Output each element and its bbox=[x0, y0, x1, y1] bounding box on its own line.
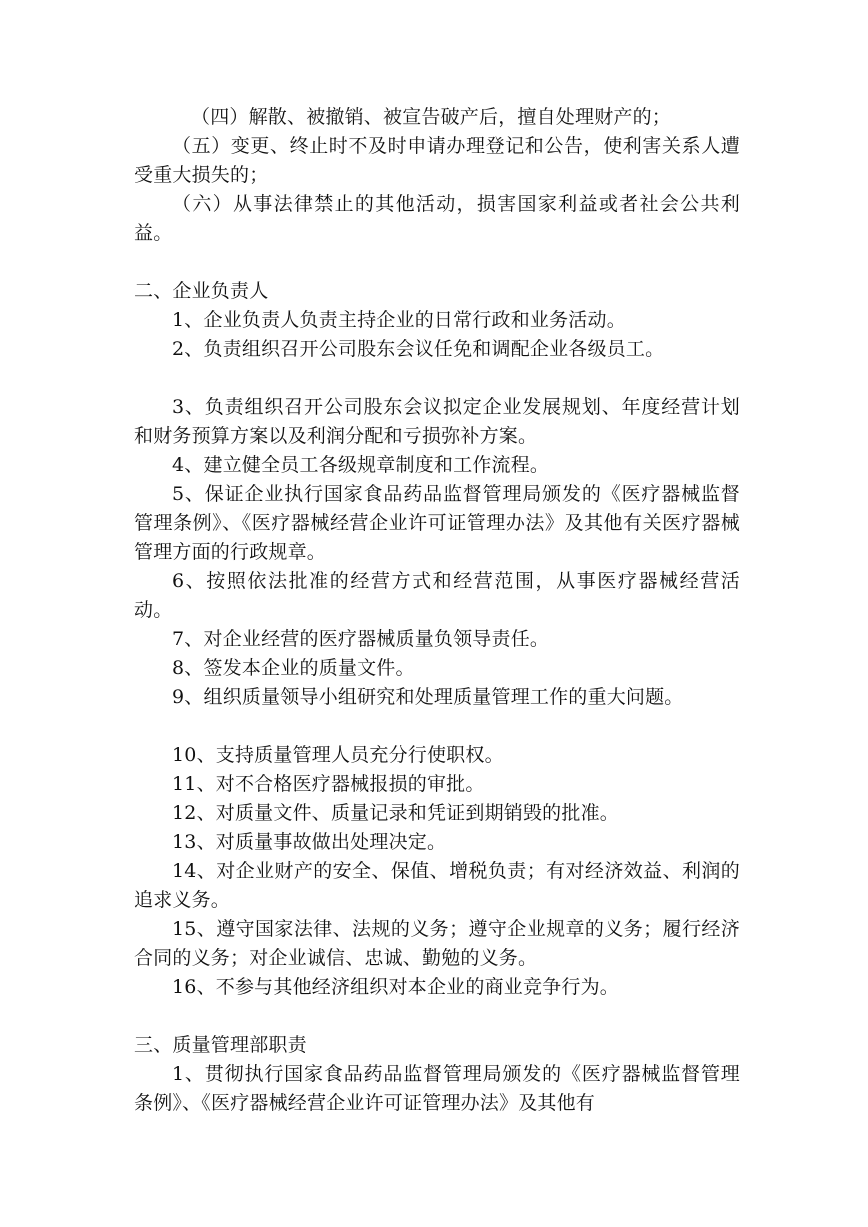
body-paragraph: 1、企业负责人负责主持企业的日常行政和业务活动。 bbox=[172, 309, 626, 331]
body-paragraph: （六）从事法律禁止的其他活动，损害国家利益或者社会公共利益。 bbox=[134, 193, 740, 244]
body-paragraph: 2、负责组织召开公司股东会议任免和调配企业各级员工。 bbox=[172, 338, 665, 360]
body-paragraph: 16、不参与其他经济组织对本企业的商业竞争行为。 bbox=[172, 976, 619, 998]
body-paragraph: 14、对企业财产的安全、保值、增税负责；有对经济效益、利润的追求义务。 bbox=[134, 860, 740, 911]
section-heading: 三、质量管理部职责 bbox=[134, 1034, 307, 1056]
body-paragraph: 8、签发本企业的质量文件。 bbox=[172, 657, 415, 679]
body-paragraph: 7、对企业经营的医疗器械质量负领导责任。 bbox=[172, 628, 550, 650]
body-paragraph: 9、组织质量领导小组研究和处理质量管理工作的重大问题。 bbox=[172, 686, 684, 708]
body-paragraph: 13、对质量事故做出处理决定。 bbox=[172, 831, 447, 853]
body-paragraph: 12、对质量文件、质量记录和凭证到期销毁的批准。 bbox=[172, 802, 619, 824]
body-paragraph: 10、支持质量管理人员充分行使职权。 bbox=[172, 744, 504, 766]
body-paragraph: 5、保证企业执行国家食品药品监督管理局颁发的《医疗器械监督管理条例》、《医疗器械经营企业许可证管理办法》及其他有关医疗器械管理方面的行政规章。 bbox=[134, 483, 740, 563]
blank-line bbox=[134, 712, 740, 741]
body-paragraph: （五）变更、终止时不及时申请办理登记和公告，使利害关系人遭受重大损失的； bbox=[134, 135, 740, 186]
body-paragraph: 15、遵守国家法律、法规的义务；遵守企业规章的义务；履行经济合同的义务；对企业诚信、忠诚、勤勉的义务。 bbox=[134, 918, 740, 969]
body-paragraph: 6、按照依法批准的经营方式和经营范围，从事医疗器械经营活动。 bbox=[134, 570, 740, 621]
section-heading: 二、企业负责人 bbox=[134, 280, 269, 302]
blank-line bbox=[134, 248, 740, 277]
body-paragraph: 1、贯彻执行国家食品药品监督管理局颁发的《医疗器械监督管理条例》、《医疗器械经营企业许可证管理办法》及其他有 bbox=[134, 1063, 740, 1114]
blank-line bbox=[134, 364, 740, 393]
document-body bbox=[134, 103, 740, 1118]
body-paragraph: （四）解散、被撤销、被宣告破产后，擅自处理财产的； bbox=[191, 106, 672, 128]
body-paragraph: 4、建立健全员工各级规章制度和工作流程。 bbox=[172, 454, 550, 476]
body-paragraph: 11、对不合格医疗器械报损的审批。 bbox=[172, 773, 485, 795]
body-paragraph: 3、负责组织召开公司股东会议拟定企业发展规划、年度经营计划和财务预算方案以及利润分配和亏损弥补方案。 bbox=[134, 396, 740, 447]
blank-line bbox=[134, 1002, 740, 1031]
